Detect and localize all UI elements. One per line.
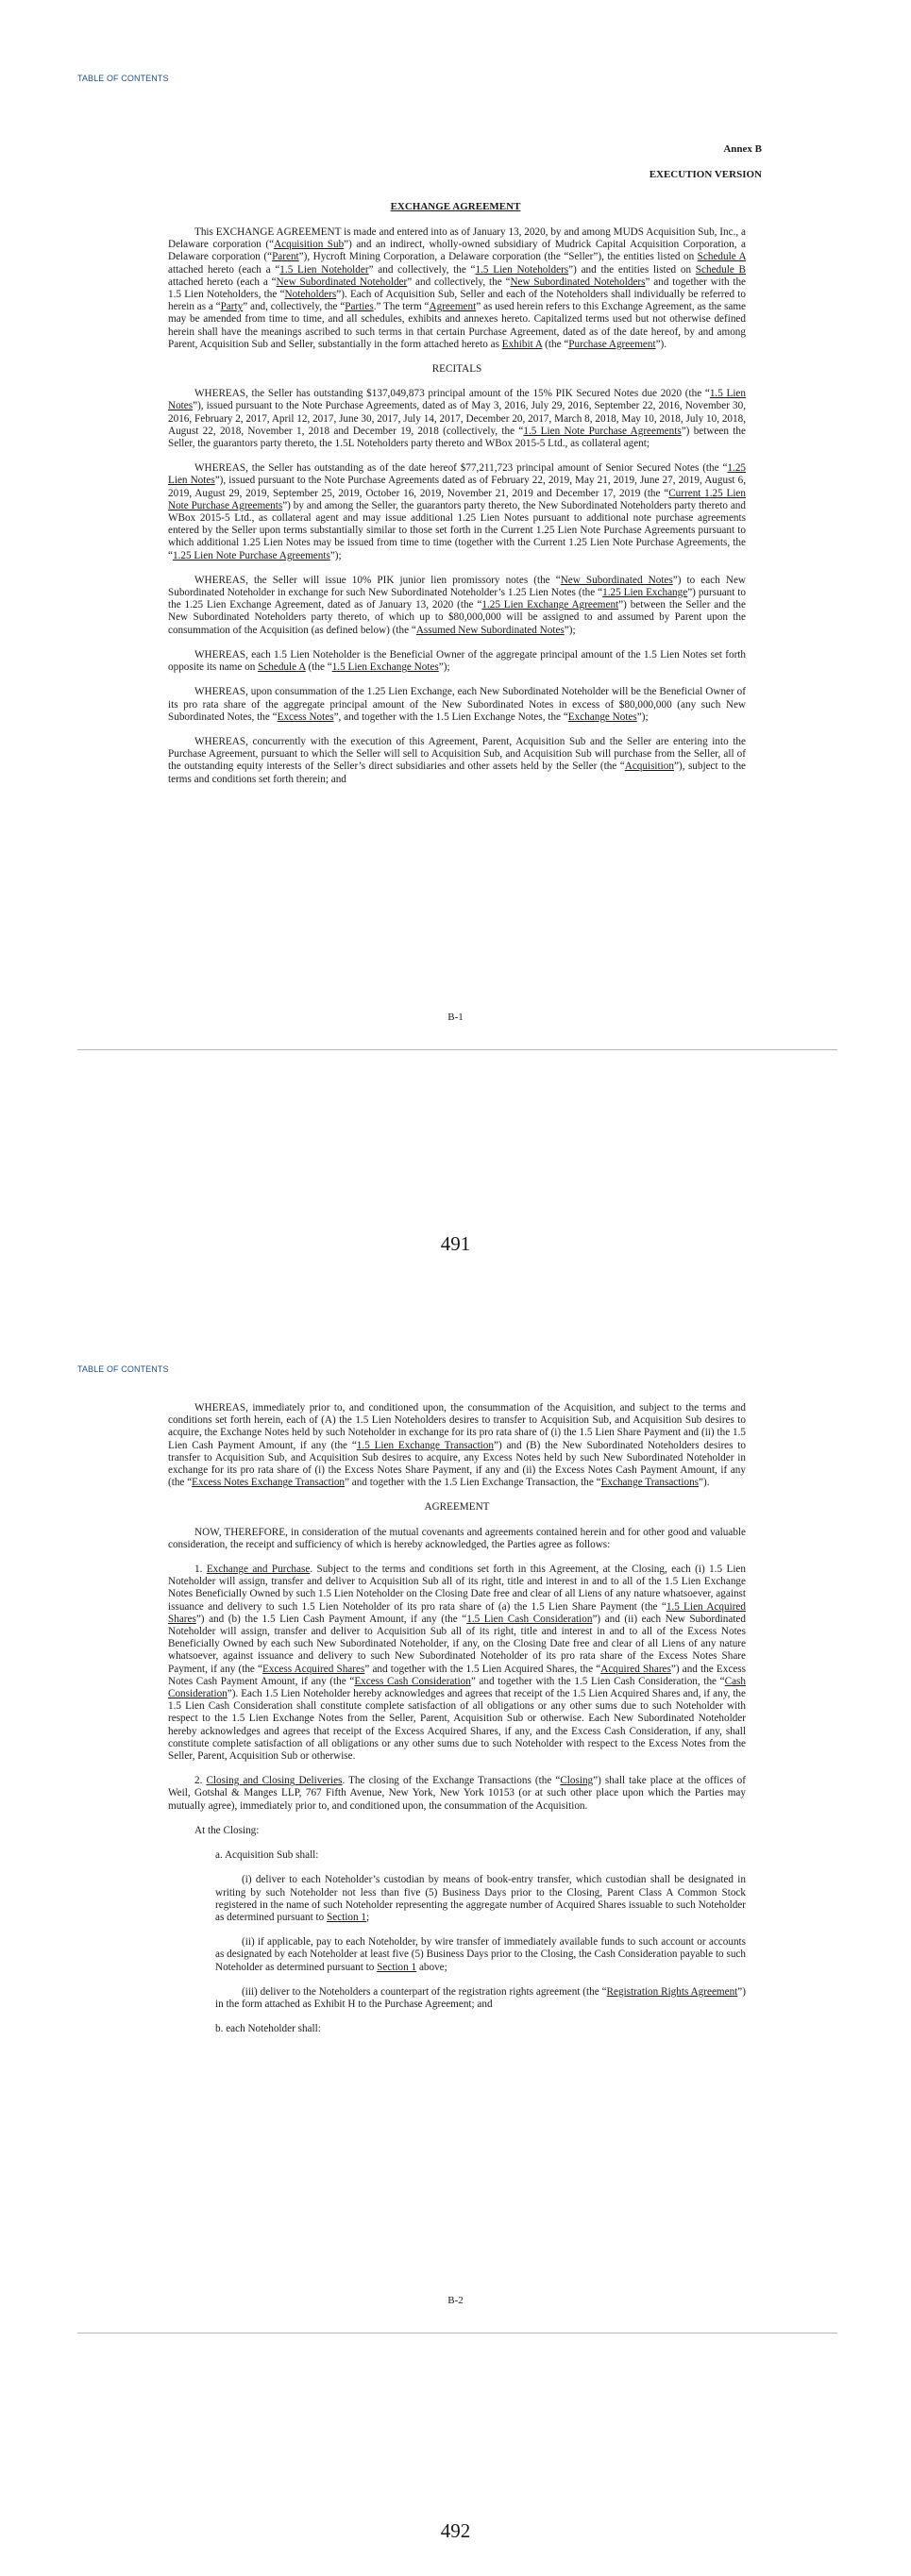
- recital-paragraph: WHEREAS, upon consummation of the 1.25 Lien Exchange, each New Subordinated Noteholder will be the Beneficial Owner of its pro rata share of the aggregate principal amount of the New Subordinated Notes in excess of $80,000,000 (any such New Subordinated Notes, the “Excess Notes”, and together with the 1.5 Lien Exchange Notes, the “Exchange Notes”);: [168, 686, 746, 723]
- item-ii-paragraph: (ii) if applicable, pay to each Noteholder, by wire transfer of immediately available funds to such account or accounts as designated by each Noteholder at least five (5) Business Days prior to the Closing, the Cash Consideration payable to such Noteholder as determined pursuant to Section 1 above;: [215, 1936, 746, 1973]
- defined-term: 1.25 Lien Notes: [168, 462, 746, 487]
- item-i-paragraph: (i) deliver to each Noteholder’s custodian by means of book-entry transfer, which custodian shall be designated in writing by such Noteholder not less than five (5) Business Days prior to the Closing, Parent Class A Common Stock registered in the name of such Noteholder representing the aggregate number of Acquired Shares issuable to such Noteholder as determined pursuant to Section 1;: [215, 1874, 746, 1923]
- section-2-paragraph: 2. Closing and Closing Deliveries. The closing of the Exchange Transactions (the “Closing”) shall take place at the offices of Weil, Gotshal & Manges LLP, 767 Fifth Avenue, New York, New York 10153 (or at such other place upon which the Parties may mutually agree), immediately prior to, and conditioned upon, the consummation of the Acquisition.: [168, 1775, 746, 1812]
- defined-term: Registration Rights Agreement: [606, 1985, 738, 1998]
- defined-term: Acquisition Sub: [274, 239, 345, 251]
- now-therefore-paragraph: NOW, THEREFORE, in consideration of the mutual covenants and agreements contained herein and for other good and valuable consideration, the receipt and sufficiency of which is hereby acknowledged, the Parties agree as follows:: [168, 1526, 746, 1550]
- recital-paragraph: WHEREAS, the Seller has outstanding as of the date hereof $77,211,723 principal amount of Senior Secured Notes (the “1.25 Lien Notes”), issued pursuant to the Note Purchase Agreements dated as of February 22, 2019, May 21, 2019, June 27, 2019, August 6, 2019, August 29, 2019, September 25, 2019, October 16, 2019, November 21, 2019 and December 17, 2019 (the “Current 1.25 Lien Note Purchase Agreements”) by and among the Seller, the guarantors party thereto, the New Subordinated Noteholders party thereto and WBox 2015-5 Ltd., as collateral agent and may issue additional 1.25 Lien Notes pursuant to additional note purchase agreements entered by the Seller upon terms substantially similar to those set forth in the Current 1.25 Lien Note Purchase Agreements pursuant to which additional 1.25 Lien Notes may be issued from time to time (together with the Current 1.25 Lien Note Purchase Agreements, the “1.25 Lien Note Purchase Agreements”);: [168, 462, 747, 561]
- defined-term: 1.25 Lien Exchange Agreement: [481, 599, 619, 611]
- defined-term: 1.5 Lien Acquired Shares: [168, 1600, 746, 1625]
- page-footer: B-2: [447, 2295, 464, 2306]
- defined-term: Excess Cash Consideration: [354, 1675, 471, 1687]
- defined-term: Excess Notes Exchange Transaction: [192, 1477, 346, 1489]
- defined-term: Noteholders: [284, 289, 337, 301]
- defined-term: 1.5 Lien Note Purchase Agreements: [523, 425, 682, 437]
- recital-paragraph: WHEREAS, concurrently with the execution of this Agreement, Parent, Acquisition Sub and the Seller are entering into the Purchase Agreement, pursuant to which the Seller will sell to Acquisition Sub, and Acquisition Sub will purchase from the Seller, all of the outstanding equity interests of the Seller’s direct subsidiaries and other assets held by the Seller (the “Acquisition”), subject to the terms and conditions set forth therein; and: [168, 735, 747, 785]
- recital-paragraph: WHEREAS, each 1.5 Lien Noteholder is the Beneficial Owner of the aggregate principal amount of the 1.5 Lien Notes set forth opposite its name on Schedule A (the “1.5 Lien Exchange Notes”);: [168, 648, 746, 674]
- recital-paragraph: WHEREAS, the Seller has outstanding $137,049,873 principal amount of the 15% PIK Secured Notes due 2020 (the “1.5 Lien Notes”), issued pursuant to the Note Purchase Agreements, dated as of May 3, 2016, July 29, 2016, September 22, 2016, November 30, 2016, February 2, 2017, April 12, 2017, June 30, 2017, July 14, 2017, December 20, 2017, March 8, 2018, May 10, 2018, July 10, 2018, August 22, 2018, November 1, 2018 and December 19, 2018 (collectively, the “1.5 Lien Note Purchase Agreements”) between the Seller, the guarantors party thereto, the 1.5L Noteholders party thereto and WBox 2015-5 Ltd., as collateral agent;: [168, 388, 746, 450]
- defined-term: Schedule A: [697, 251, 746, 263]
- execution-version-label: EXECUTION VERSION: [649, 169, 762, 180]
- defined-term: Exhibit A: [501, 338, 543, 350]
- defined-term: 1.5 Lien Exchange Notes: [331, 661, 439, 674]
- table-of-contents-link[interactable]: TABLE OF CONTENTS: [77, 74, 169, 83]
- defined-term: New Subordinated Notes: [560, 574, 673, 586]
- recital-paragraph: WHEREAS, the Seller will issue 10% PIK junior lien promissory notes (the “New Subordinated Notes”) to each New Subordinated Noteholder in exchange for such New Subordinated Noteholder’s 1.25 Lien Notes (the “1.25 Lien Exchange”) pursuant to the 1.25 Lien Exchange Agreement, dated as of January 13, 2020 (the “1.25 Lien Exchange Agreement”) between the Seller and the New Subordinated Noteholders party thereto, of which up to $80,000,000 will be assigned to and assumed by Parent upon the consummation of the Acquisition (as defined below) (the “Assumed New Subordinated Notes”);: [168, 574, 746, 636]
- whereas-paragraph: WHEREAS, immediately prior to, and conditioned upon, the consummation of the Acquisition, and subject to the terms and conditions set forth herein, each of (A) the 1.5 Lien Noteholders desires to transfer to Acquisition Sub, and Acquisition Sub desires to acquire, the Exchange Notes held by such Noteholder in exchange for its pro rata share of (i) the 1.5 Lien Share Payment and (ii) the 1.5 Lien Cash Payment Amount, if any (the “1.5 Lien Exchange Transaction”) and (B) the New Subordinated Noteholders desires to transfer to Acquisition Sub, and Acquisition Sub desires to acquire, any Excess Notes held by such New Subordinated Noteholder in exchange for its pro rata share of (i) the Excess Notes Share Payment, if any and (ii) the Excess Notes Cash Payment Amount, if any (the “Excess Notes Exchange Transaction” and together with the 1.5 Lien Exchange Transaction, the “Exchange Transactions”).: [168, 1402, 746, 1489]
- defined-term: New Subordinated Noteholders: [510, 276, 646, 288]
- defined-term: Schedule A: [258, 661, 306, 674]
- at-closing-label: At the Closing:: [194, 1824, 260, 1836]
- page-divider: [77, 1049, 837, 1050]
- page-2-body: [168, 1402, 746, 2048]
- defined-term: Excess Notes: [277, 711, 334, 723]
- defined-term: Closing: [560, 1775, 594, 1787]
- page-number: 492: [440, 2519, 471, 2542]
- intro-paragraph: This EXCHANGE AGREEMENT is made and entered into as of January 13, 2020, by and among MUDS Acquisition Sub, Inc., a Delaware corporation (“Acquisition Sub”) and an indirect, wholly-owned subsidiary of Mudrick Capital Acquisition Corporation, a Delaware corporation (“Parent”), Hycroft Mining Corporation, a Delaware corporation (the “Seller”), the entities listed on Schedule A attached hereto (each a “1.5 Lien Noteholder” and collectively, the “1.5 Lien Noteholders”) and the entities listed on Schedule B attached hereto (each a “New Subordinated Noteholder” and collectively, the “New Subordinated Noteholders” and together with the 1.5 Lien Noteholders, the “Noteholders”). Each of Acquisition Sub, Seller and each of the Noteholders shall individually be referred to herein as a “Party” and, collectively, the “Parties.” The term “Agreement” as used herein refers to this Exchange Agreement, as the same may be amended from time to time, and all schedules, exhibits and annexes hereto. Capitalized terms used but not otherwise defined herein shall have the meanings ascribed to such terms in that certain Purchase Agreement, dated as of the date hereof, by and among Parent, Acquisition Sub and Seller, substantially in the form attached hereto as Exhibit A (the “Purchase Agreement”).: [168, 226, 747, 350]
- defined-term: 1.5 Lien Noteholder: [279, 263, 369, 276]
- defined-term: 1.25 Lien Note Purchase Agreements: [172, 549, 330, 561]
- document-title: EXCHANGE AGREEMENT: [390, 201, 521, 212]
- defined-term: Parties: [345, 301, 374, 313]
- defined-term: 1.5 Lien Notes: [168, 388, 746, 412]
- defined-term: Agreement: [429, 301, 477, 313]
- defined-term: 1.25 Lien Exchange: [602, 587, 688, 599]
- defined-term: 1.5 Lien Cash Consideration: [466, 1613, 593, 1625]
- defined-term: Assumed New Subordinated Notes: [415, 624, 565, 636]
- defined-term: Excess Acquired Shares: [262, 1663, 365, 1675]
- defined-term: 1.5 Lien Noteholders: [475, 263, 569, 276]
- defined-term: Exchange and Purchase: [206, 1564, 311, 1576]
- defined-term: 1.5 Lien Exchange Transaction: [356, 1439, 494, 1451]
- item-iii-paragraph: (iii) deliver to the Noteholders a counterpart of the registration rights agreement (the “Registration Rights Agreement”) in the form attached as Exhibit H to the Purchase Agreement; and: [215, 1985, 746, 2010]
- defined-term: Exchange Transactions: [600, 1477, 700, 1489]
- defined-term: New Subordinated Noteholder: [276, 276, 408, 288]
- defined-term: Party: [220, 301, 244, 313]
- section-1-paragraph: 1. Exchange and Purchase. Subject to the terms and conditions set forth in this Agreement, at the Closing, each (i) 1.5 Lien Noteholder will assign, transfer and deliver to Acquisition Sub all of its right, title and interest in and to all of the 1.5 Lien Exchange Notes Beneficially Owned by such 1.5 Lien Noteholder on the Closing Date free and clear of all Liens of any nature whatsoever, against issuance and delivery to such 1.5 Lien Noteholder of its pro rata share of (a) the 1.5 Lien Share Payment (the “1.5 Lien Acquired Shares”) and (b) the 1.5 Lien Cash Payment Amount, if any (the “1.5 Lien Cash Consideration”) and (ii) each New Subordinated Noteholder will assign, transfer and deliver to Acquisition Sub all of its right, title and interest in and to all of the Excess Notes Beneficially Owned by each such New Subordinated Noteholder, if any, on the Closing Date free and clear of all Liens of any nature whatsoever, against issuance and delivery to such New Subordinated Noteholder of its pro rata share of the Excess Notes Share Payment, if any (the “Excess Acquired Shares” and together with the 1.5 Lien Acquired Shares, the “Acquired Shares”) and the Excess Notes Cash Payment Amount, if any (the “Excess Cash Consideration” and together with the 1.5 Lien Cash Consideration, the “Cash Consideration”). Each 1.5 Lien Noteholder hereby acknowledges and agrees that receipt of the 1.5 Lien Acquired Shares and, if any, the 1.5 Lien Cash Consideration shall constitute complete satisfaction of all obligations or any other sums due to such Noteholder with respect to the 1.5 Lien Exchange Notes from the Seller, Parent, Acquisition Sub or otherwise. Each New Subordinated Noteholder hereby acknowledges and agrees that receipt of the Excess Acquired Shares, if any, and the Excess Cash Consideration, if any, shall constitute complete satisfaction of all obligations or any other sums due to such Noteholder with respect to the Excess Notes from the Seller, Parent, Acquisition Sub or otherwise.: [168, 1564, 747, 1763]
- page-number: 491: [440, 1232, 471, 1255]
- item-b-label: b. each Noteholder shall:: [215, 2023, 321, 2035]
- defined-term: Schedule B: [695, 263, 746, 276]
- page-1-body: [168, 226, 746, 798]
- document-page-2: [0, 1293, 911, 2576]
- defined-term: Acquired Shares: [600, 1663, 671, 1675]
- page-footer: B-1: [447, 1012, 464, 1023]
- defined-term: Section 1: [327, 1911, 367, 1923]
- item-a-label: a. Acquisition Sub shall:: [215, 1849, 319, 1862]
- defined-term: Current 1.25 Lien Note Purchase Agreements: [168, 487, 746, 511]
- defined-term: Closing and Closing Deliveries: [206, 1775, 343, 1787]
- defined-term: Parent: [272, 251, 299, 263]
- defined-term: Exchange Notes: [567, 711, 637, 723]
- defined-term: Cash Consideration: [168, 1675, 746, 1700]
- defined-term: Purchase Agreement: [568, 338, 656, 350]
- agreement-heading: AGREEMENT: [424, 1501, 490, 1514]
- annex-label: Annex B: [723, 143, 762, 155]
- table-of-contents-link[interactable]: TABLE OF CONTENTS: [77, 1364, 169, 1374]
- defined-term: Acquisition: [624, 761, 674, 773]
- defined-term: Section 1: [377, 1961, 417, 1973]
- recitals-heading: RECITALS: [431, 363, 482, 376]
